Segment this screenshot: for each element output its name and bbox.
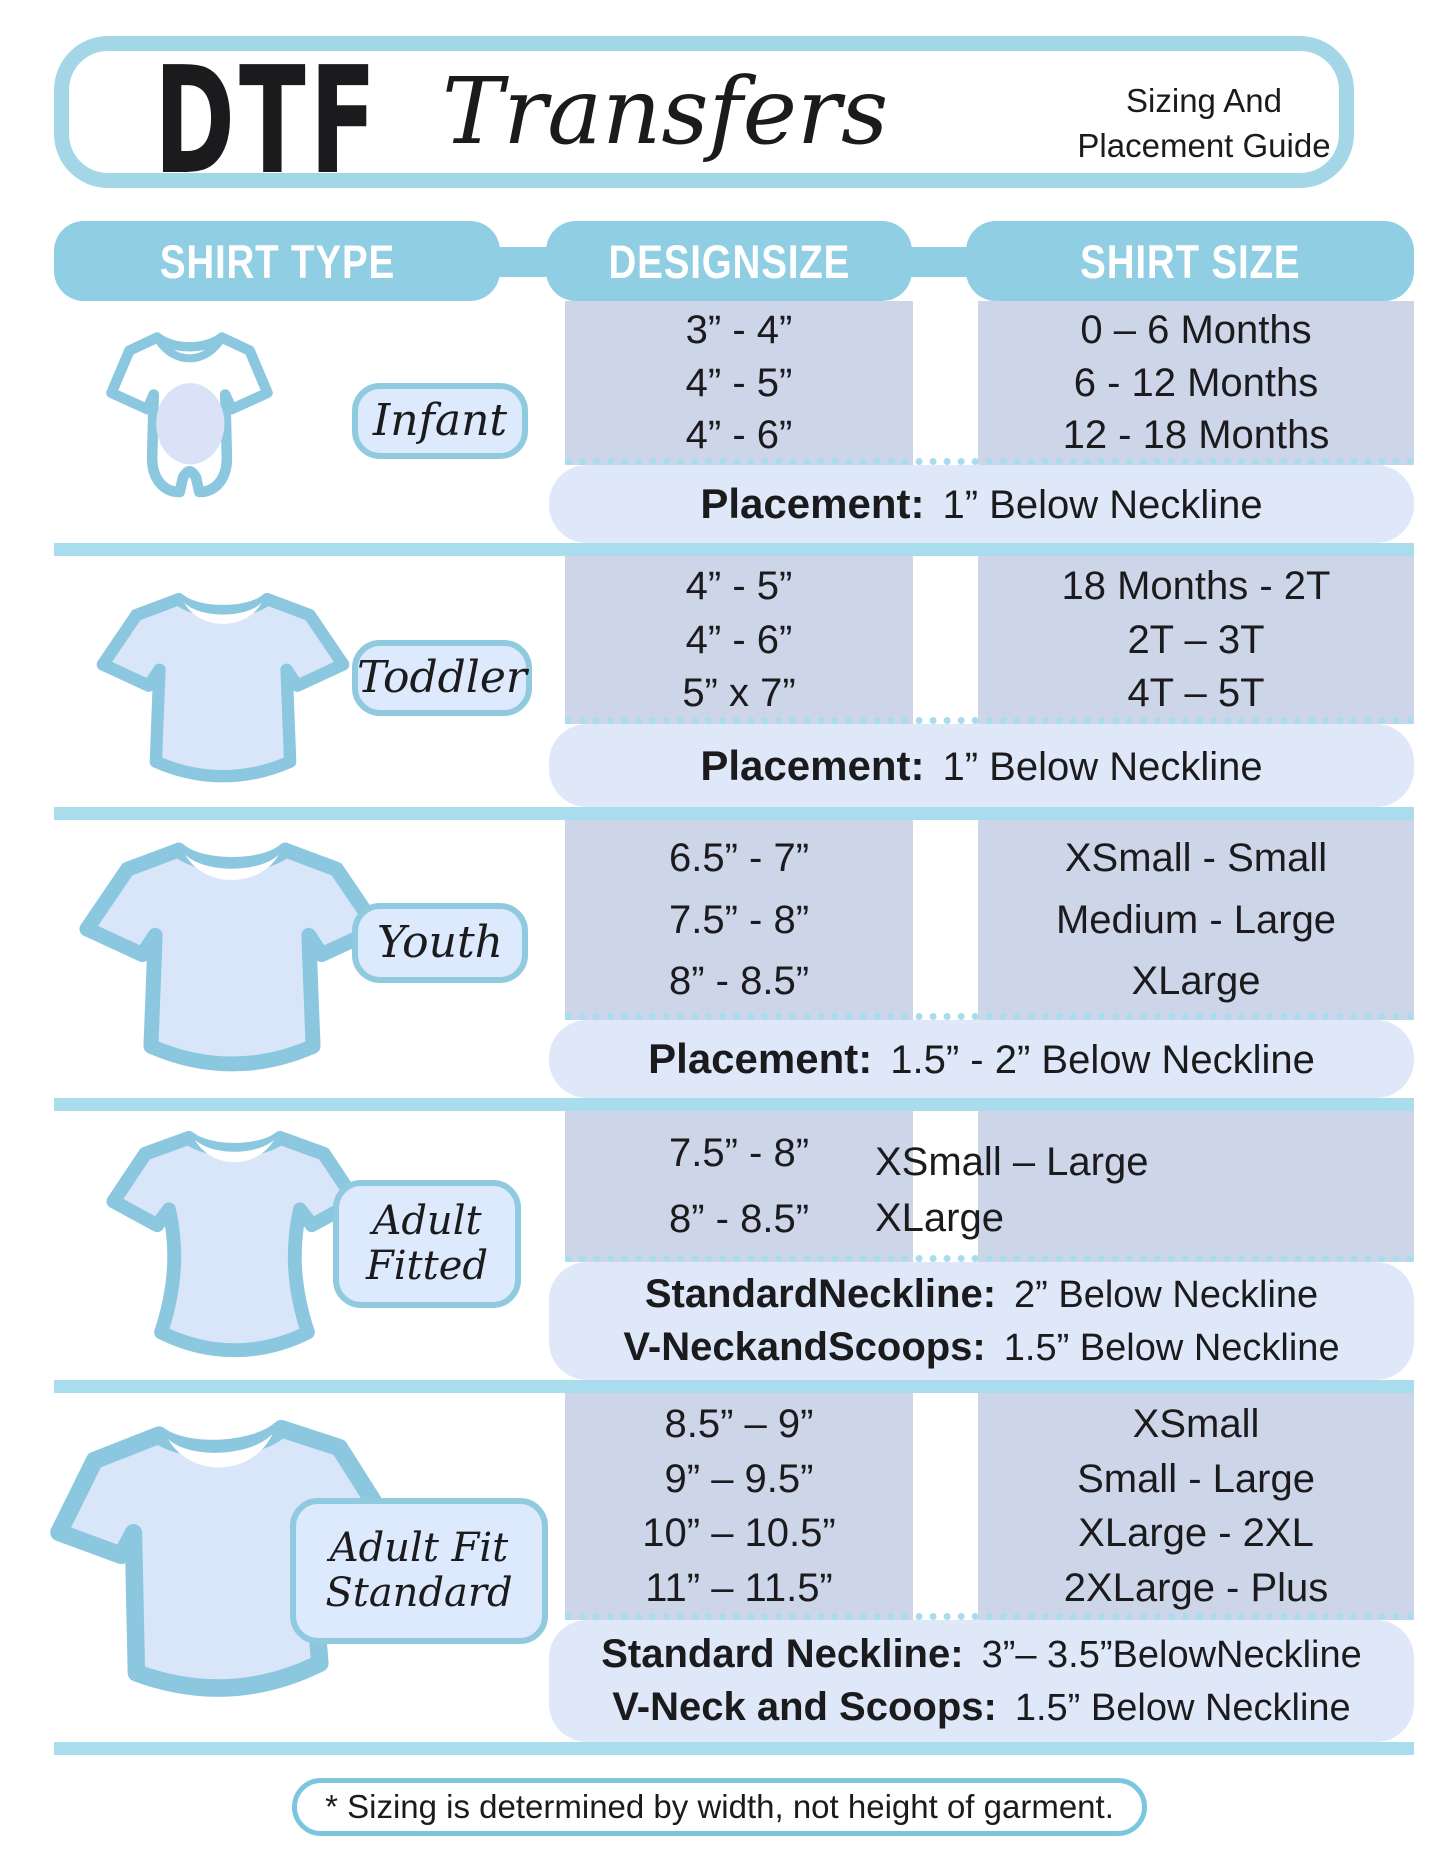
shirt-type-label-youth [352,903,528,983]
design-size-cell-youth [565,820,913,1020]
shirt-size-cell-adult-standard [978,1393,1414,1620]
placement-bar-infant [549,465,1414,543]
column-header-design-size-label: DESIGNSIZE [608,234,850,288]
dotted-separator [565,1013,1414,1020]
row-divider [54,1380,1414,1393]
shirt-size-value: Medium - Large [1055,897,1337,942]
design-size-cell-toddler [565,556,913,724]
shirt-type-label-text: Infant [372,395,508,447]
footer-note-text: * Sizing is determined by width, not height of garment. [325,1788,1114,1825]
placement-value: 1” Below Neckline [942,744,1263,789]
placement-label: Standard Neckline: [601,1632,964,1676]
design-size-cell-adult-fitted [565,1111,913,1262]
placement-bar-toddler [549,724,1414,807]
placement-bar-adult-fitted [549,1262,1414,1380]
shirt-type-label-adult-standard [290,1498,548,1644]
column-header-design-size [546,221,912,301]
placement-value: 1.5” Below Neckline [1014,1687,1351,1729]
placement-bar-youth [549,1020,1414,1098]
design-size-value: 7.5” - 8” [668,897,810,942]
placement-value: 1” Below Neckline [942,483,1263,527]
design-size-value: 8” - 8.5” [668,958,810,1003]
placement-label: Placement: [700,741,925,789]
design-size-value: 10” – 10.5” [642,1511,836,1556]
toddler-tshirt-icon [88,585,358,797]
shirt-type-label-text: Standard [325,1570,513,1616]
column-header-shirt-size-label: SHIRT SIZE [1079,234,1301,288]
shirt-type-label-text: Adult [372,1198,482,1245]
design-size-value: 9” – 9.5” [664,1456,814,1501]
guide-subtitle [1039,79,1369,168]
brand-logo [154,35,889,207]
shirt-size-value: 4T – 5T [1127,670,1265,715]
row-divider [54,807,1414,820]
shirt-size-value: XLarge [1131,958,1261,1003]
dotted-separator [565,1255,1414,1262]
brand-dtf-text: DTF [154,35,381,207]
shirt-type-label-text: Youth [376,917,504,969]
placement-value: 1.5” - 2” Below Neckline [890,1038,1315,1082]
design-size-cell-adult-standard [565,1393,913,1620]
shirt-size-cell-youth [978,820,1414,1020]
infant-onesie-icon [92,312,287,542]
shirt-type-label-text: Adult Fit [329,1525,509,1572]
placement-value: 2” Below Neckline [1014,1274,1319,1316]
shirt-size-value: 2XLarge - Plus [1063,1565,1329,1610]
shirt-type-label-text: Fitted [366,1243,488,1289]
header-box [54,35,1354,207]
design-size-value: 7.5” - 8” [668,1131,810,1176]
header-connector [495,247,551,277]
shirt-size-value: 0 – 6 Months [1080,308,1312,353]
placement-label: Placement: [700,480,925,527]
shirt-size-value: XLarge [875,1196,1004,1240]
placement-label: StandardNeckline: [644,1272,997,1316]
design-size-cell-infant [565,301,913,465]
shirt-type-label-adult-fitted [333,1180,521,1308]
design-size-value: 4” - 5” [685,564,793,609]
shirt-size-value: 2T – 3T [1127,617,1265,662]
youth-tshirt-icon [72,832,392,1090]
design-size-value: 4” - 6” [685,412,793,457]
subtitle-line-1: Sizing And [1126,82,1282,119]
dotted-separator [565,1613,1414,1620]
column-header-shirt-size [966,221,1414,301]
header-connector [907,247,969,277]
design-size-value: 8.5” – 9” [664,1402,814,1447]
placement-label: V-NeckandScoops: [623,1325,986,1369]
design-size-value: 5” x 7” [682,670,796,715]
brand-script-text: Transfers [441,58,889,165]
shirt-size-value: XSmall - Small [1064,836,1328,881]
subtitle-line-2: Placement Guide [1077,126,1331,164]
dotted-separator [565,458,1414,465]
design-size-value: 6.5” - 7” [668,836,810,881]
shirt-size-value: XSmall [1132,1402,1260,1447]
placement-bar-adult-standard [549,1620,1414,1742]
placement-value: 1.5” Below Neckline [1003,1327,1340,1369]
shirt-size-value: 12 - 18 Months [1062,412,1330,457]
placement-value: 3”– 3.5”BelowNeckline [981,1634,1362,1676]
dotted-separator [565,717,1414,724]
shirt-size-value: 6 - 12 Months [1073,360,1319,405]
shirt-size-value: 18 Months - 2T [1061,564,1331,609]
shirt-type-label-text: Toddler [357,652,527,704]
design-size-value: 3” - 4” [685,308,793,353]
design-size-value: 4” - 5” [685,360,793,405]
shirt-type-label-infant [352,383,528,459]
row-divider [54,1098,1414,1111]
column-header-shirt-type [54,221,500,301]
shirt-size-value: Small - Large [1077,1456,1315,1501]
row-divider [54,543,1414,556]
shirt-size-value: XSmall – Large [875,1140,1149,1184]
shirt-size-cell-adult-fitted [978,1111,1414,1262]
shirt-size-cell-infant [978,301,1414,465]
column-header-shirt-type-label: SHIRT TYPE [159,234,395,288]
design-size-value: 11” – 11.5” [645,1565,833,1610]
placement-label: Placement: [648,1035,873,1082]
footer-note-pill [292,1778,1147,1836]
shirt-size-value: XLarge - 2XL [1078,1511,1314,1556]
design-size-value: 8” - 8.5” [668,1196,810,1241]
shirt-type-label-toddler [352,640,532,716]
row-divider [54,1742,1414,1755]
placement-label: V-Neck and Scoops: [612,1685,997,1729]
design-size-value: 4” - 6” [685,617,793,662]
shirt-size-cell-toddler [978,556,1414,724]
